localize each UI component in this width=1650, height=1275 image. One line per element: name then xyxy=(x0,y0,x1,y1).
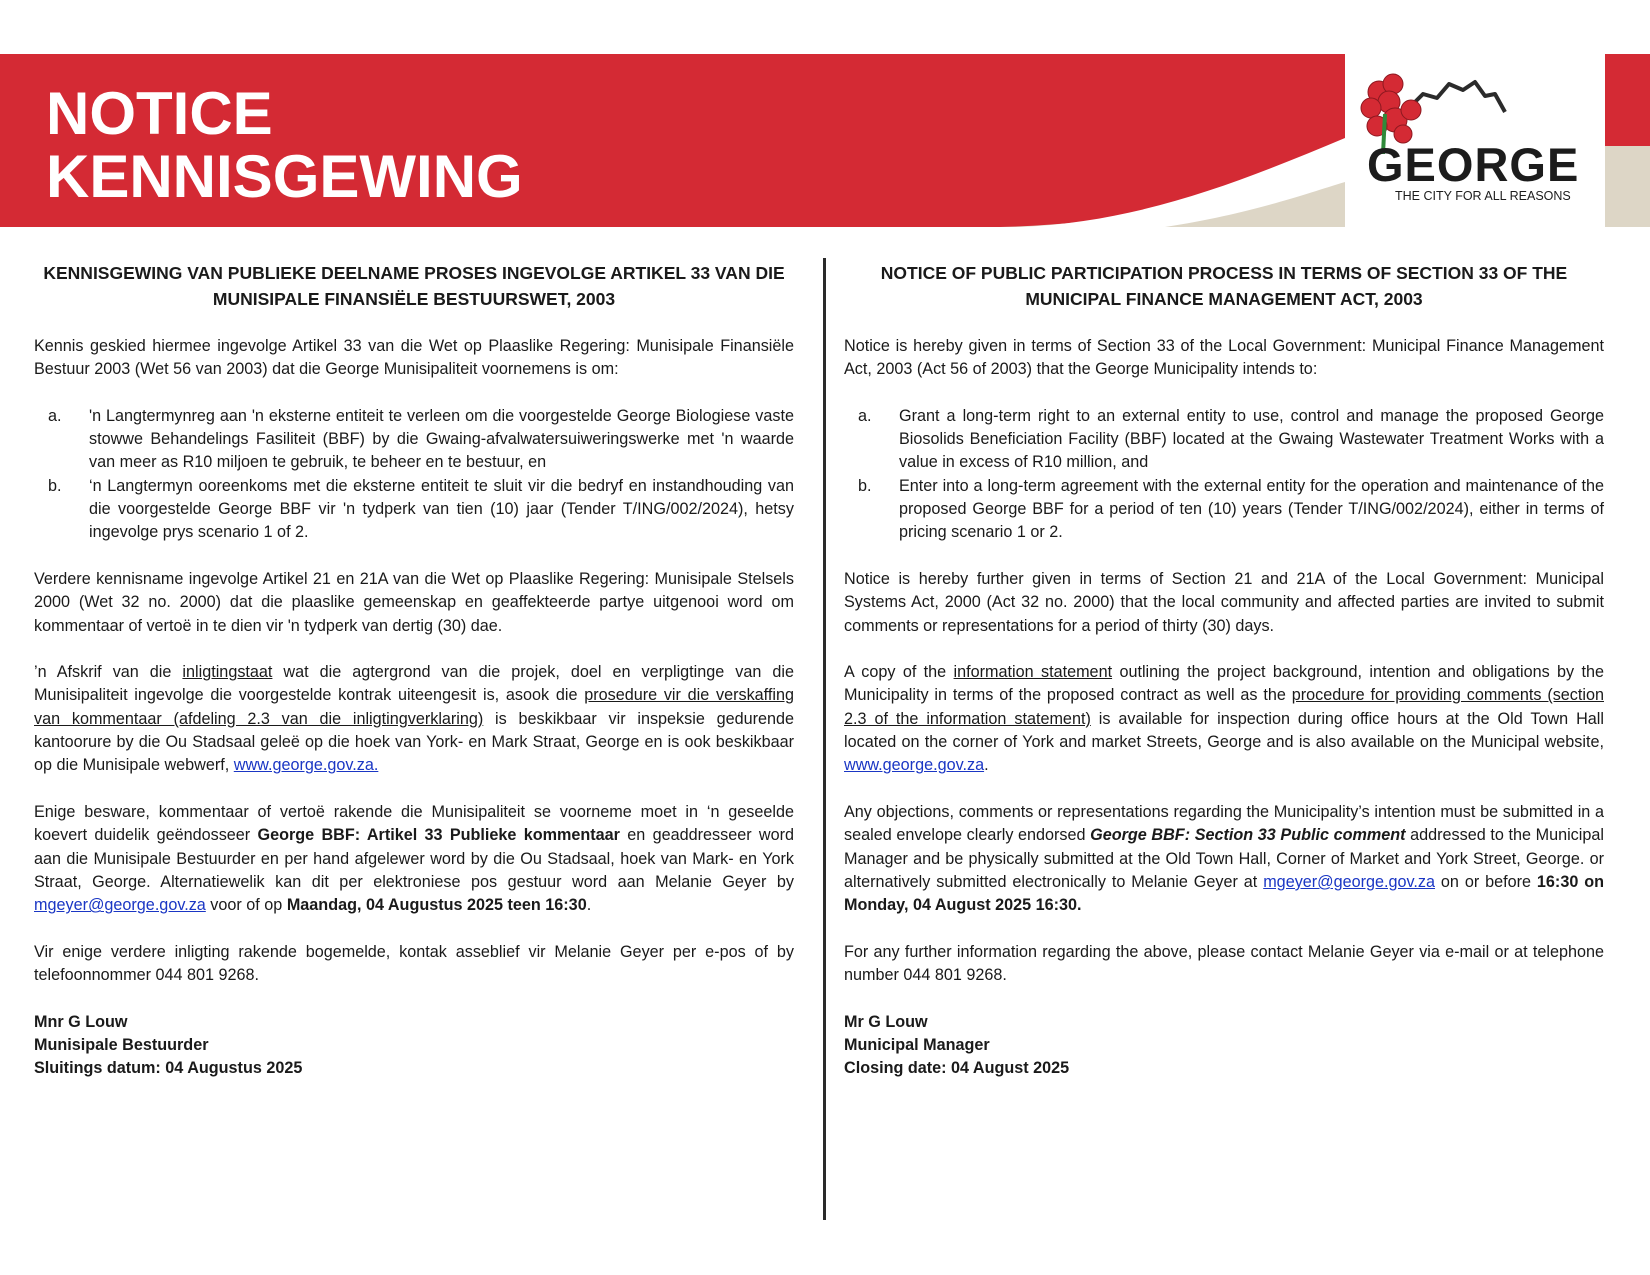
en-signature xyxy=(844,1011,1604,1081)
signatory-name: Mnr G Louw xyxy=(34,1012,128,1031)
list-marker: a. xyxy=(858,406,872,425)
list-marker: a. xyxy=(48,406,62,425)
af-list xyxy=(34,405,794,545)
signatory-title: Munisipale Bestuurder xyxy=(34,1035,209,1054)
notice-banner xyxy=(0,54,1650,227)
en-paragraph-4 xyxy=(844,801,1604,917)
george-logo xyxy=(1345,54,1605,227)
af-paragraph-2: Verdere kennisname ingevolge Artikel 21 en 21A van die Wet op Plaaslike Regering: Munisipale Stelsels 2000 (Wet 32 no. 2000) dat die plaaslike gemeenskap en geaffekteerde partye uitgenooi word om kommentaar of vertoë in te dien vir 'n tydperk van dertig (30) dae. xyxy=(34,569,794,635)
en-paragraph-5: For any further information regarding the above, please contact Melanie Geyer via e-mail or at telephone number 044 801 9268. xyxy=(844,942,1604,985)
af-list-item-a xyxy=(34,405,794,475)
text: ’n Afskrif van die xyxy=(34,663,183,682)
banner-title xyxy=(46,82,523,208)
closing-date: Sluitings datum: 04 Augustus 2025 xyxy=(34,1059,303,1078)
af-intro: Kennis geskied hiermee ingevolge Artikel 33 van die Wet op Plaaslike Regering: Munisipale Finansiële Bestuur 2003 (Wet 56 van 2003) dat die George Munisipaliteit voornemens is om: xyxy=(34,337,794,379)
text: on or before xyxy=(1435,872,1537,891)
text: is beskikbaar vir inspeksie gedurende kantoorure by die Ou Stadsaal geleë op die hoek van York- en Mark Straat, George en is ook beskikbaar op die Munisipale webwerf, xyxy=(34,709,794,775)
website-link[interactable]: www.george.gov.za. xyxy=(233,756,379,775)
en-heading: NOTICE OF PUBLIC PARTICIPATION PROCESS IN TERMS OF SECTION 33 OF THE MUNICIPAL FINANCE MANAGEMENT ACT, 2003 xyxy=(880,263,1568,309)
list-marker: b. xyxy=(858,476,872,495)
list-marker: b. xyxy=(48,476,62,495)
banner-title-line2: KENNISGEWING xyxy=(46,143,523,210)
text: is available for inspection during office hours at the Old Town Hall located on the corner of York and market Streets, George and is also available on the Municipal website, xyxy=(844,709,1604,752)
underlined-text: procedure for providing comments (section 2.3 of the information statement) xyxy=(844,686,1604,728)
en-list-item-b xyxy=(844,475,1604,545)
text: outlining the project background, intention and obligations by the Municipality in terms of the proposed contract as well as the xyxy=(844,663,1605,705)
logo-wordmark: GEORGE xyxy=(1367,138,1580,191)
website-link[interactable]: www.george.gov.za xyxy=(844,756,985,775)
af-paragraph-5: Vir enige verdere inligting rakende bogemelde, kontak asseblief vir Melanie Geyer per e-pos of by telefoonnommer 044 801 9268. xyxy=(34,942,794,985)
list-text: Enter into a long-term agreement with the external entity for the operation and maintenance of the proposed George BBF for a period of ten (10) years (Tender T/ING/002/2024), either in terms of pricing scenario 1 or 2. xyxy=(899,476,1604,542)
text: . xyxy=(586,896,592,915)
bold-text: Maandag, 04 Augustus 2025 teen 16:30 xyxy=(286,896,587,915)
en-list xyxy=(844,405,1604,545)
text: en geaddresseer word aan die Munisipale Bestuurder en per hand afgelewer word by die Ou Stadsaal, hoek van Mark- en York Straat, George. Alternatiewelik kan dit per elektroniese pos gestuur word aan Melanie Geyer by xyxy=(34,826,794,891)
signatory-name: Mr G Louw xyxy=(844,1012,928,1031)
list-text: Grant a long-term right to an external entity to use, control and manage the proposed George Biosolids Beneficiation Facility (BBF) located at the Gwaing Wastewater Treatment Works with a value in excess of R10 million, and xyxy=(899,406,1604,472)
text: voor of op xyxy=(205,896,287,915)
af-signature xyxy=(34,1011,794,1081)
text: addressed to the Municipal Manager and be physically submitted at the Old Town Hall, Corner of Market and York Street, George. or alternatively submitted electronically to Melanie Geyer at xyxy=(844,826,1604,891)
underlined-text: prosedure vir die verskaffing van kommentaar (afdeling 2.3 van die inligtingverklaring) xyxy=(34,686,794,728)
bold-italic-text: George BBF: Section 33 Public comment xyxy=(1090,826,1406,845)
banner-title-line1: NOTICE xyxy=(46,80,273,147)
text: A copy of the xyxy=(844,663,954,682)
en-paragraph-3 xyxy=(844,661,1604,777)
signatory-title: Municipal Manager xyxy=(844,1035,990,1054)
english-column xyxy=(844,260,1604,1104)
email-link[interactable]: mgeyer@george.gov.za xyxy=(1263,872,1436,891)
closing-date: Closing date: 04 August 2025 xyxy=(844,1059,1070,1078)
list-text: 'n Langtermynreg aan 'n eksterne entiteit te verleen om die voorgestelde George Biologiese vaste stowwe Behandelings Fasiliteit (BBF) by die Gwaing-afvalwatersuiweringswerke met 'n waarde van meer as R10 miljoen te gebruik, te beheer en te bestuur, en xyxy=(89,406,794,472)
email-link[interactable]: mgeyer@george.gov.za xyxy=(34,896,206,915)
text: Enige besware, kommentaar of vertoë rakende die Munisipaliteit se voorneme moet in ‘n geseelde koevert duidelik geëndosseer xyxy=(34,802,794,845)
text: wat die agtergrond van die projek, doel en verpligtinge van die Munisipaliteit ingevolge die voorgestelde kontrak uiteengesit is, asook die xyxy=(34,663,794,705)
af-heading: KENNISGEWING VAN PUBLIEKE DEELNAME PROSES INGEVOLGE ARTIKEL 33 VAN DIE MUNISIPALE FINANSIËLE BESTUURSWET, 2003 xyxy=(43,263,785,309)
list-text: ‘n Langtermyn ooreenkoms met die eksterne entiteit te sluit vir die bedryf en instandhouding van die voorgestelde George BBF vir 'n tydperk van tien (10) jaar (Tender T/ING/002/2024), hetsy ingevolge prys scenario 1 of 2. xyxy=(89,476,794,542)
logo-tagline: THE CITY FOR ALL REASONS xyxy=(1395,189,1571,203)
en-list-item-a xyxy=(844,405,1604,475)
bold-text: 16:30 on Monday, 04 August 2025 16:30. xyxy=(844,872,1604,915)
afrikaans-column xyxy=(34,260,794,1104)
text: . xyxy=(984,756,989,775)
underlined-text: information statement xyxy=(953,663,1113,682)
af-paragraph-4 xyxy=(34,801,794,917)
text: Any objections, comments or representations regarding the Municipality’s intention must be submitted in a sealed envelope clearly endorsed xyxy=(844,802,1604,845)
column-divider xyxy=(823,258,826,1220)
en-intro: Notice is hereby given in terms of Section 33 of the Local Government: Municipal Finance Management Act, 2003 (Act 56 of 2003) that the George Municipality intends to: xyxy=(844,337,1604,379)
bold-text: George BBF: Artikel 33 Publieke kommentaar xyxy=(257,826,620,845)
af-list-item-b xyxy=(34,475,794,545)
en-paragraph-2: Notice is hereby further given in terms of Section 21 and 21A of the Local Government: Municipal Systems Act, 2000 (Act 32 no. 2000) that the local community and affected parties are invited to submit comments or representations for a period of thirty (30) days. xyxy=(844,569,1604,635)
af-paragraph-3 xyxy=(34,661,794,777)
underlined-text: inligtingstaat xyxy=(182,663,273,682)
